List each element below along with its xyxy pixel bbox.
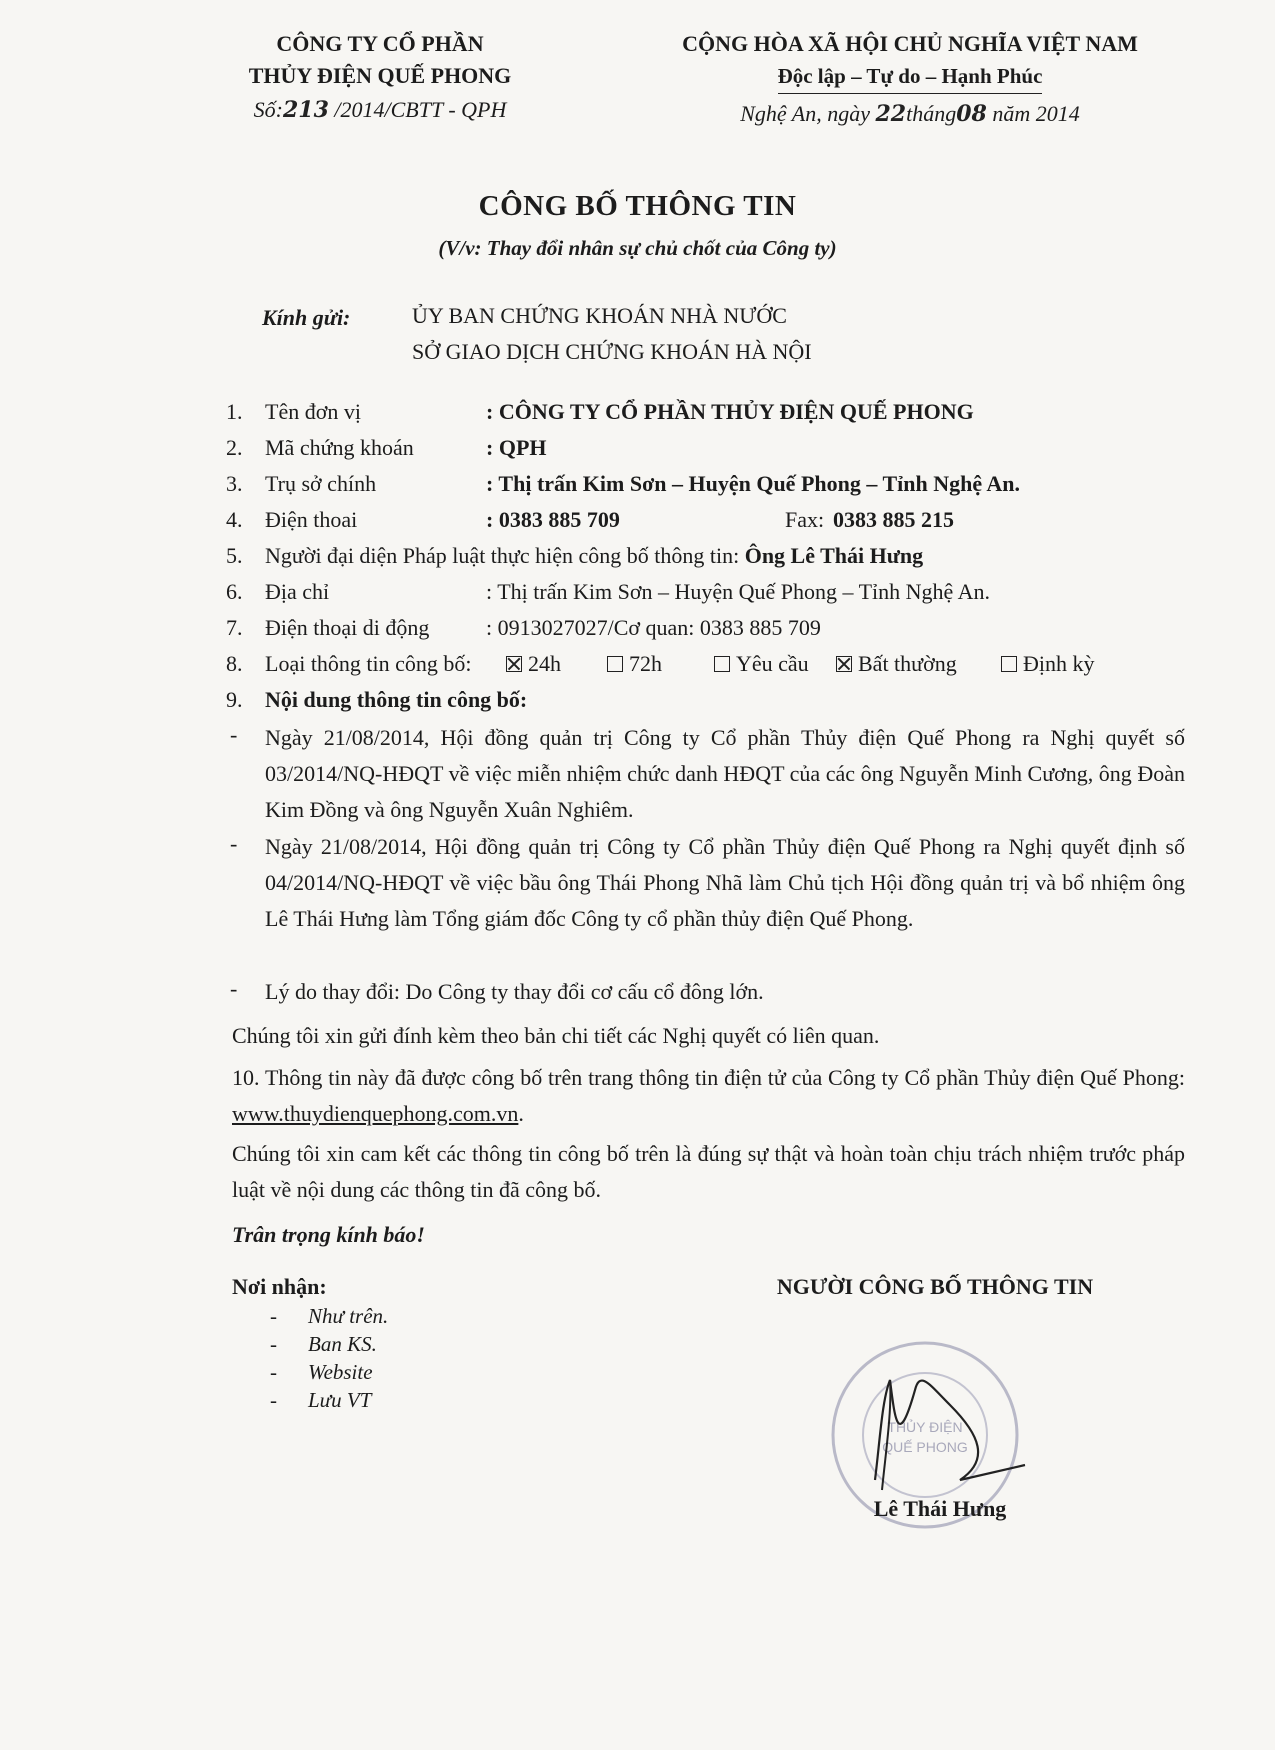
doc-number-handwritten: 213 bbox=[282, 97, 329, 123]
option-72h: 72h bbox=[607, 649, 662, 679]
date-month-handwritten: 08 bbox=[956, 101, 987, 127]
document-title: CÔNG BỐ THÔNG TIN bbox=[478, 190, 797, 222]
document-subtitle: (V/v: Thay đổi nhân sự chủ chốt của Công ty) bbox=[438, 236, 837, 260]
company-header bbox=[190, 28, 570, 126]
option-24h: 24h bbox=[506, 649, 561, 679]
checkbox-checked-icon bbox=[506, 656, 522, 672]
option-irregular: Bất thường bbox=[836, 649, 957, 679]
receivers-label: Nơi nhận: bbox=[232, 1274, 327, 1299]
document-date: Nghệ An, ngày 22tháng08 năm 2014 bbox=[740, 101, 1080, 127]
bullet-dash: - bbox=[230, 976, 238, 1001]
checkbox-empty-icon bbox=[714, 656, 730, 672]
company-name-line2: THỦY ĐIỆN QUẾ PHONG bbox=[248, 63, 512, 88]
fax-value: 0383 885 215 bbox=[833, 507, 954, 532]
national-motto: Độc lập – Tự do – Hạnh Phúc bbox=[778, 60, 1043, 94]
receiver-item: - Lưu VT bbox=[270, 1388, 372, 1412]
recipients-label: Kính gửi: bbox=[262, 305, 351, 330]
content-paragraph-dismissal: Ngày 21/08/2014, Hội đồng quản trị Công ty Cổ phần Thủy điện Quế Phong ra Nghị quyết số 03/2014/NQ-HĐQT về việc miễn nhiệm chức danh HĐQT của các ông Nguyễn Minh Cương, ông Đoàn Kim Đồng và ông Nguyễn Xuân Nghiêm. bbox=[265, 725, 1185, 822]
company-name-line1: CÔNG TY CỔ PHẦN bbox=[276, 31, 484, 56]
company-website-link[interactable]: www.thuydienquephong.com.vn bbox=[232, 1101, 519, 1126]
receiver-item: - Website bbox=[270, 1360, 373, 1384]
content-paragraph-reason: Lý do thay đổi: Do Công ty thay đổi cơ cấu cổ đông lớn. bbox=[265, 979, 764, 1004]
receiver-item: - Như trên. bbox=[270, 1304, 389, 1328]
document-number: Số:213 /2014/CBTT - QPH bbox=[253, 97, 507, 123]
option-request: Yêu cầu bbox=[714, 649, 809, 679]
signer-name: Lê Thái Hưng bbox=[873, 1496, 1007, 1521]
signer-title: NGƯỜI CÔNG BỐ THÔNG TIN bbox=[776, 1274, 1094, 1299]
recipient-ssc: ỦY BAN CHỨNG KHOÁN NHÀ NƯỚC bbox=[412, 303, 787, 328]
recipient-hnx: SỞ GIAO DỊCH CHỨNG KHOÁN HÀ NỘI bbox=[412, 339, 812, 364]
fax-label: Fax: bbox=[785, 507, 825, 532]
item-website-disclosure: 10. Thông tin này đã được công bố trên trang thông tin điện tử của Công ty Cổ phần Thủy điện Quế Phong: www.thuydienquephong.com.vn. bbox=[232, 1065, 1185, 1126]
checkbox-empty-icon bbox=[1001, 656, 1017, 672]
svg-text:QUẾ PHONG: QUẾ PHONG bbox=[882, 1439, 968, 1455]
date-day-handwritten: 22 bbox=[875, 101, 907, 127]
svg-text:THỦY ĐIỆN: THỦY ĐIỆN bbox=[887, 1419, 963, 1435]
checkbox-checked-icon bbox=[836, 656, 852, 672]
commitment-paragraph: Chúng tôi xin cam kết các thông tin công bố trên là đúng sự thật và hoàn toàn chịu trách nhiệm trước pháp luật về nội dung các thông tin đã công bố. bbox=[232, 1141, 1185, 1202]
bullet-dash: - bbox=[230, 831, 238, 856]
checkbox-empty-icon bbox=[607, 656, 623, 672]
receiver-item: - Ban KS. bbox=[270, 1332, 377, 1356]
content-paragraph-appointment: Ngày 21/08/2014, Hội đồng quản trị Công ty Cổ phần Thủy điện Quế Phong ra Nghị quyết định số 04/2014/NQ-HĐQT về việc bầu ông Thái Phong Nhã làm Chủ tịch Hội đồng quản trị và bổ nhiệm ông Lê Thái Hưng làm Tổng giám đốc Công ty cổ phần thủy điện Quế Phong. bbox=[265, 834, 1185, 931]
country-name: CỘNG HÒA XÃ HỘI CHỦ NGHĨA VIỆT NAM bbox=[682, 31, 1138, 56]
national-header bbox=[600, 28, 1220, 130]
option-periodic: Định kỳ bbox=[1001, 649, 1095, 679]
bullet-dash: - bbox=[230, 722, 238, 747]
closing-greeting: Trân trọng kính báo! bbox=[232, 1222, 425, 1247]
attachment-note: Chúng tôi xin gửi đính kèm theo bản chi tiết các Nghị quyết có liên quan. bbox=[232, 1023, 880, 1048]
